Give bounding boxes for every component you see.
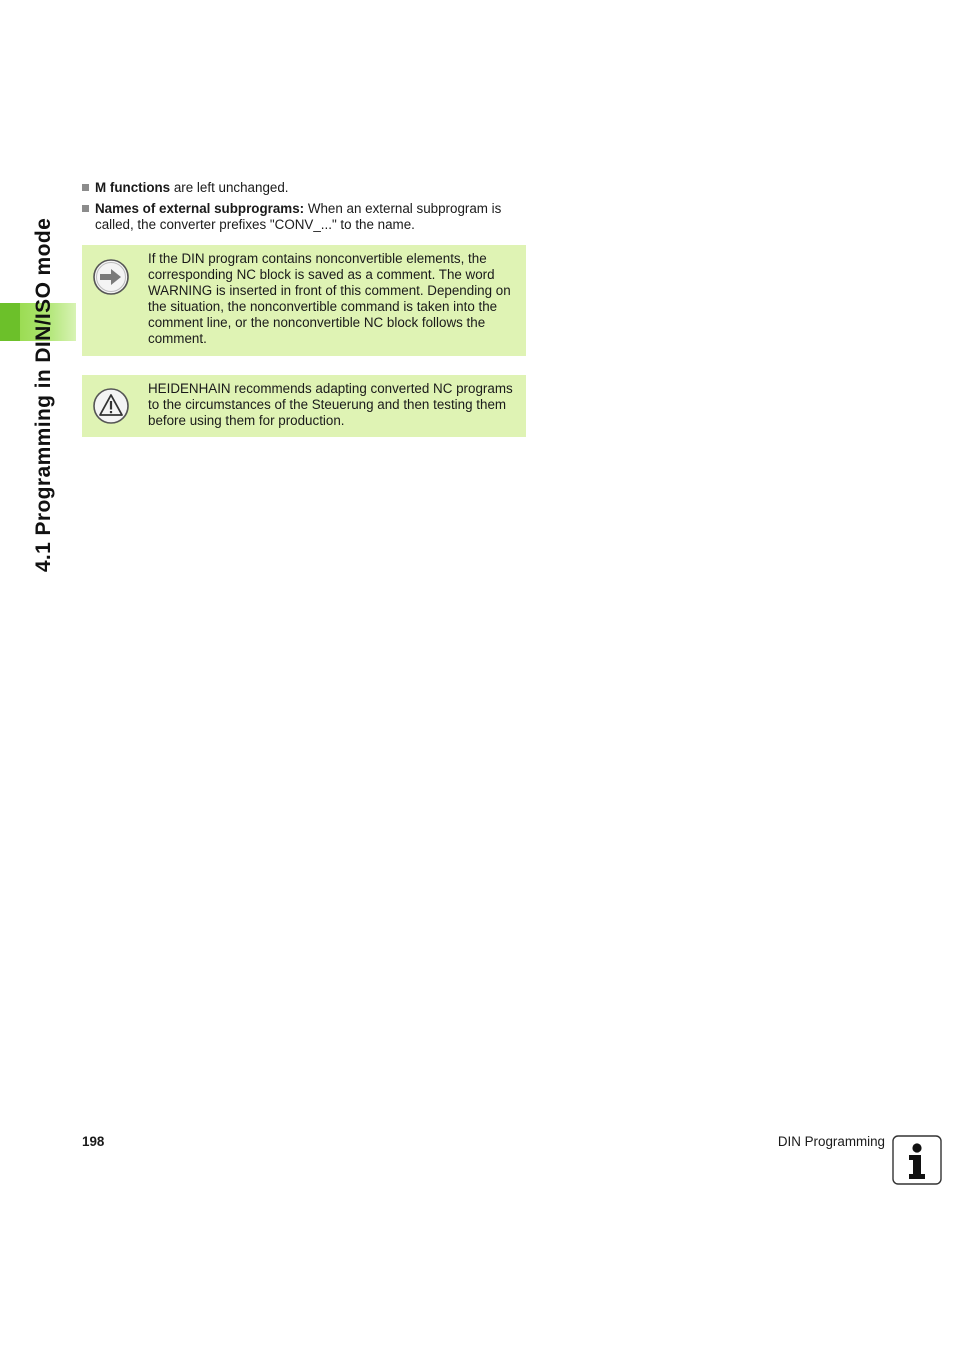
page-number: 198 bbox=[82, 1134, 105, 1149]
list-item-term: Names of external subprograms: bbox=[95, 201, 305, 216]
warning-icon bbox=[93, 388, 129, 424]
warning-note bbox=[82, 375, 526, 437]
bullet-square-icon bbox=[82, 184, 89, 191]
list-item-term: M functions bbox=[95, 180, 171, 195]
arrow-right-icon bbox=[93, 259, 129, 295]
list-item-text: When an external subprogram is called, the converter prefixes "CONV_..." to the name. bbox=[95, 201, 502, 232]
chapter-name: DIN Programming bbox=[777, 1134, 885, 1149]
list-item bbox=[82, 180, 527, 196]
info-note-text: If the DIN program contains nonconvertible elements, the corresponding NC block is saved as a comment. The word WARNING is inserted in front of this comment. Depending on the situation, the nonconvertible command is taken into the comment line, or the nonconvertible NC block follows the comment. bbox=[148, 251, 511, 346]
bullet-square-icon bbox=[82, 205, 89, 212]
warning-note-text: HEIDENHAIN recommends adapting converted NC programs to the circumstances of the Steuerung and then testing them before using them for production. bbox=[148, 381, 513, 428]
side-tab-bar bbox=[0, 303, 20, 341]
list-item bbox=[82, 201, 527, 233]
info-icon bbox=[892, 1135, 942, 1185]
chapter-side-title: 4.1 Programming in DIN/ISO mode bbox=[32, 217, 55, 573]
info-note bbox=[82, 245, 526, 356]
list-item-text: are left unchanged. bbox=[170, 180, 289, 195]
